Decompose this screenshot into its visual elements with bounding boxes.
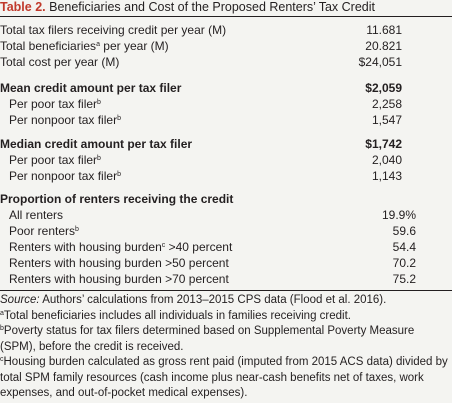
row-value: 19.9%	[381, 208, 416, 222]
table-row	[0, 223, 452, 239]
row-value: $1,742	[365, 137, 402, 151]
source-note	[0, 293, 450, 309]
section-header-row	[0, 191, 452, 207]
table-row	[0, 38, 452, 54]
row-value: $2,059	[365, 81, 402, 95]
row-label: Per nonpoor tax filer$^b$	[9, 113, 121, 127]
row-value: 54.4	[392, 240, 416, 254]
row-value: 11.681	[366, 23, 402, 37]
row-label: All renters	[9, 208, 64, 222]
row-label: Renters with housing burden >50 percent	[9, 256, 229, 270]
row-label: Per poor tax filer$^b$	[9, 153, 101, 167]
row-label: Per nonpoor tax filer$^b$	[9, 169, 121, 183]
section-heading: Mean credit amount per tax filer	[0, 81, 182, 95]
table-row	[0, 239, 452, 255]
top-rule	[0, 16, 452, 17]
footnote-marker: c	[0, 356, 4, 363]
row-label: Total beneficiaries$^a$ per year (M)	[0, 39, 169, 53]
footnote-marker: b	[75, 226, 79, 233]
row-value: 1,143	[371, 169, 402, 183]
row-label: Total cost per year (M)	[0, 55, 120, 69]
table-row	[0, 255, 452, 271]
section-heading: Proportion of renters receiving the credit	[0, 192, 234, 206]
source-text: Authors’ calculations from 2013–2015 CPS data (Flood et al. 2016).	[39, 294, 387, 306]
row-value: $24,051	[358, 55, 402, 69]
table-row	[0, 96, 452, 112]
footnote-text: Housing burden calculated as gross rent paid (imputed from 2015 ACS data) divided by total SPM family resources (cash income plus near-cash benefits net of taxes, work expenses, and out-of-pocket medical expenses).	[0, 356, 448, 399]
row-value: 70.2	[392, 256, 416, 270]
row-value: 2,040	[371, 153, 402, 167]
table-caption	[0, 0, 375, 14]
footnote-marker: b	[97, 99, 101, 106]
table-row	[0, 207, 452, 223]
footnote-marker: b	[117, 115, 121, 122]
bottom-rule	[0, 290, 452, 291]
source-label: Source:	[0, 294, 40, 306]
footnote-marker: a	[0, 310, 4, 317]
section-header-row	[0, 136, 452, 152]
row-label: Per poor tax filer$^b$	[9, 97, 101, 111]
table-title: Beneficiaries and Cost of the Proposed Renters’ Tax Credit	[49, 0, 375, 14]
section-heading: Median credit amount per tax filer	[0, 137, 193, 151]
row-value: 2,258	[371, 97, 402, 111]
row-label: Poor renters$^b$	[9, 224, 79, 238]
footnote-marker: b	[0, 325, 4, 332]
table-row	[0, 54, 452, 70]
footnote-text: Total beneficiaries includes all individuals in families receiving credit.	[3, 310, 351, 322]
footnote-marker: b	[117, 171, 121, 178]
footnote-marker: a	[96, 41, 100, 48]
table-row	[0, 271, 452, 287]
table-row	[0, 22, 452, 38]
footnote-b	[0, 324, 450, 355]
row-value: 59.6	[392, 224, 416, 238]
row-value: 1,547	[371, 113, 402, 127]
row-value: 20.821	[365, 39, 402, 53]
row-label: Total tax filers receiving credit per year (M)	[0, 23, 227, 37]
row-label: Renters with housing burden >70 percent	[9, 272, 229, 286]
row-label: Renters with housing burden$^c$ >40 percent	[9, 240, 233, 254]
footnote-a	[0, 309, 450, 325]
table-row	[0, 112, 452, 128]
section-header-row	[0, 80, 452, 96]
footnote-c	[0, 355, 450, 402]
table-row	[0, 152, 452, 168]
footnote-marker: b	[97, 155, 101, 162]
row-value: 75.2	[392, 272, 416, 286]
table-row	[0, 168, 452, 184]
table-label: Table 2.	[0, 0, 46, 14]
footnote-marker: c	[161, 242, 166, 249]
footnote-text: Poverty status for tax filers determined based on Supplemental Poverty Measure (SPM), before the credit is received.	[0, 325, 415, 353]
